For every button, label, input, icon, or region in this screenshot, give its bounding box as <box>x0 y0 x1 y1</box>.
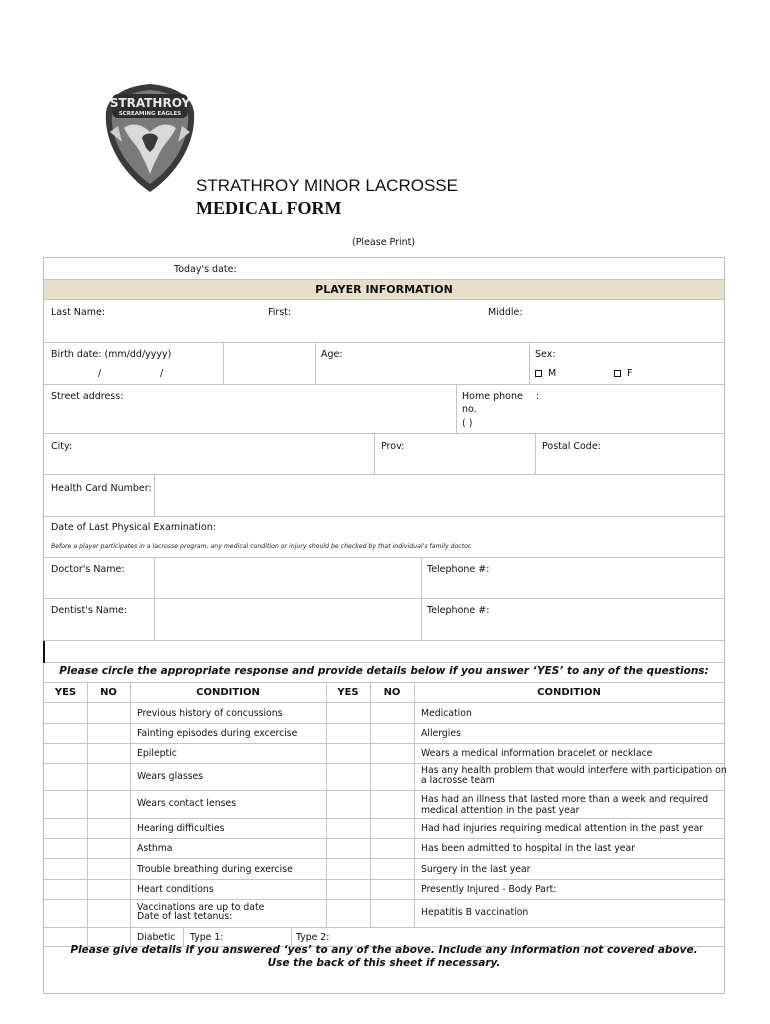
row-divider <box>44 598 724 599</box>
col-divider <box>414 683 415 927</box>
row-divider <box>44 342 724 343</box>
condition-right: a lacrosse team <box>421 775 495 786</box>
col-divider <box>315 343 316 384</box>
postal-code-label: Postal Code: <box>542 441 601 452</box>
sex-m-label: M <box>548 368 557 379</box>
sex-f-option[interactable] <box>614 368 632 379</box>
condition-left: Wears contact lenses <box>137 798 237 809</box>
row-divider <box>44 723 724 724</box>
svg-text:SCREAMING EAGLES: SCREAMING EAGLES <box>118 111 182 117</box>
home-phone-colon: : <box>536 391 540 402</box>
diabetic-type1-label: Type 1: <box>190 932 224 943</box>
row-divider <box>44 702 724 703</box>
col-divider <box>154 558 155 640</box>
last-physical-label: Date of Last Physical Examination: <box>51 522 216 533</box>
condition-right: Has had an illness that lasted more than a week and required <box>421 794 709 805</box>
col-divider <box>223 343 224 384</box>
details-field[interactable] <box>48 972 720 992</box>
col-divider <box>529 343 530 384</box>
sex-m-option[interactable] <box>535 368 556 379</box>
middle-name-label: Middle: <box>488 307 523 318</box>
print-note: (Please Print) <box>352 237 416 248</box>
condition-left: Wears glasses <box>137 771 204 782</box>
province-label: Prov: <box>381 441 405 452</box>
condition-right: Medication <box>421 708 472 719</box>
doctor-telephone-label: Telephone #: <box>427 564 490 575</box>
condition-right: Wears a medical information bracelet or necklace <box>421 748 653 759</box>
row-divider <box>44 433 724 434</box>
condition-right: Surgery in the last year <box>421 864 531 875</box>
col-divider <box>421 558 422 640</box>
details-instruction-line1: Please give details if you answered ‘yes’ to any of the above. Include any information not covered above. <box>70 944 698 956</box>
condition-right: Has been admitted to hospital in the last year <box>421 843 635 854</box>
conditions-instructions: Please circle the appropriate response and provide details below if you answer ‘YES’ to any of the questions: <box>59 665 709 677</box>
condition-header-left: CONDITION <box>196 687 260 698</box>
todays-date-label: Today's date: <box>174 264 237 275</box>
condition-right: Has any health problem that would interfere with participation on <box>421 765 727 776</box>
strathroy-eagles-logo <box>104 82 196 194</box>
condition-left: Vaccinations are up to date <box>137 902 265 913</box>
row-divider <box>44 474 724 475</box>
player-info-title: PLAYER INFORMATION <box>315 283 453 296</box>
yes-header-left: YES <box>54 687 77 698</box>
condition-left: Heart conditions <box>137 884 214 895</box>
condition-left: Date of last tetanus: <box>137 911 233 922</box>
home-phone-no-label: no. <box>462 404 477 415</box>
no-header-left: NO <box>100 687 117 698</box>
health-card-label: Health Card Number: <box>51 483 152 494</box>
home-phone-label: Home phone <box>462 391 523 402</box>
row-divider <box>44 682 724 683</box>
condition-right: Allergies <box>421 728 461 739</box>
col-divider <box>154 475 155 516</box>
birth-date-slash: / <box>98 368 102 379</box>
doctor-name-label: Doctor's Name: <box>51 564 125 575</box>
birth-date-label: Birth date: (mm/dd/yyyy) <box>51 349 172 360</box>
sex-label: Sex: <box>535 349 556 360</box>
condition-left: Trouble breathing during exercise <box>137 864 293 875</box>
checkbox-icon[interactable] <box>614 370 621 377</box>
last-name-label: Last Name: <box>51 307 106 318</box>
row-divider <box>44 662 724 663</box>
row-divider <box>44 838 724 839</box>
row-divider <box>44 384 724 385</box>
dentist-telephone-label: Telephone #: <box>427 605 490 616</box>
yes-header-right: YES <box>337 687 359 698</box>
condition-left: Epileptic <box>137 748 177 759</box>
row-divider <box>44 899 724 900</box>
condition-left: Hearing difficulties <box>137 823 225 834</box>
row-divider <box>44 858 724 859</box>
condition-right: Presently Injured - Body Part: <box>421 884 557 895</box>
condition-header-right: CONDITION <box>537 687 601 698</box>
row-divider <box>44 743 724 744</box>
city-label: City: <box>51 441 73 452</box>
no-header-right: NO <box>383 687 401 698</box>
details-instruction-line2: Use the back of this sheet if necessary. <box>267 957 501 969</box>
checkbox-icon[interactable] <box>535 370 542 377</box>
todays-date-field[interactable] <box>240 260 720 278</box>
row-divider <box>44 763 724 764</box>
col-divider <box>535 434 536 474</box>
row-divider <box>44 927 724 928</box>
row-marker <box>43 641 45 663</box>
svg-text:STRATHROY: STRATHROY <box>109 96 191 110</box>
age-label: Age: <box>321 349 343 360</box>
organization-name: STRATHROY MINOR LACROSSE <box>196 176 458 195</box>
diabetic-type2-label: Type 2: <box>296 932 330 943</box>
col-divider <box>130 683 131 946</box>
sex-f-label: F <box>627 368 633 379</box>
col-divider <box>456 385 457 433</box>
row-divider <box>44 557 724 558</box>
first-name-label: First: <box>268 307 292 318</box>
condition-right: Hepatitis B vaccination <box>421 907 529 918</box>
row-divider <box>44 640 724 641</box>
condition-left: Previous history of concussions <box>137 708 283 719</box>
form-title: MEDICAL FORM <box>196 198 342 218</box>
row-divider <box>44 879 724 880</box>
col-divider <box>326 683 327 927</box>
home-phone-area-code: ( ) <box>462 418 473 429</box>
condition-left: Fainting episodes during excercise <box>137 728 298 739</box>
diabetic-label: Diabetic <box>137 932 176 943</box>
condition-left: Asthma <box>137 843 173 854</box>
birth-date-slash: / <box>160 368 164 379</box>
row-divider <box>44 790 724 791</box>
street-address-label: Street address: <box>51 391 124 402</box>
col-divider <box>374 434 375 474</box>
condition-right: Had had injuries requiring medical attention in the past year <box>421 823 704 834</box>
row-divider <box>44 516 724 517</box>
col-divider <box>370 683 371 927</box>
row-divider <box>44 818 724 819</box>
medical-note: Before a player participates in a lacrosse program, any medical condition or injury should be checked by that individual's family doctor. <box>51 543 472 550</box>
dentist-name-label: Dentist's Name: <box>51 605 128 616</box>
condition-right: medical attention in the past year <box>421 805 580 816</box>
col-divider <box>87 683 88 946</box>
